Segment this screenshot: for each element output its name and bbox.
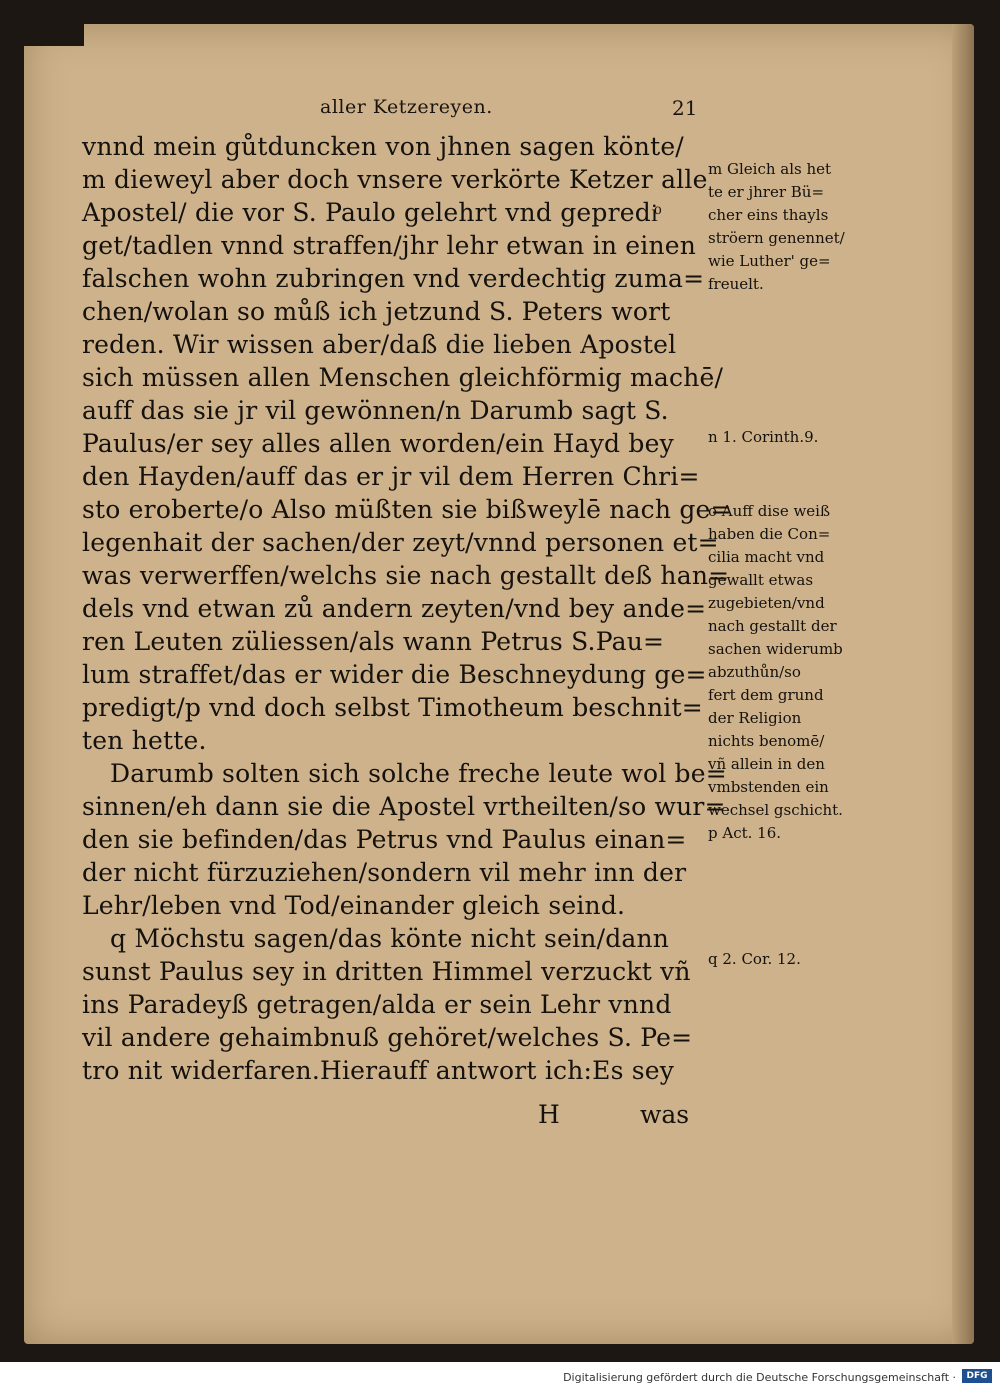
margin-line: sachen widerumb: [708, 640, 843, 658]
margin-line: cilia macht vnd: [708, 548, 825, 566]
margin-line: vñ allein in den: [708, 755, 825, 773]
page-gutter: [952, 24, 974, 1344]
text-line: sunst Paulus sey in dritten Himmel verzuckt vñ: [82, 957, 691, 986]
text-line: Apostel/ die vor S. Paulo gelehrt vnd geprediͦ: [82, 198, 659, 227]
text-line: reden. Wir wissen aber/daß die lieben Apostel: [82, 330, 677, 359]
margin-line: freuelt.: [708, 275, 764, 293]
text-line: Paulus/er sey alles allen worden/ein Hayd bey: [82, 429, 674, 458]
text-line: m dieweyl aber doch vnsere verkörte Ketzer alle: [82, 165, 708, 194]
margin-note-q: [708, 948, 898, 971]
text-line: lum straffet/das er wider die Beschneydung ge=: [82, 660, 707, 689]
text-line: ren Leuten züliessen/als wann Petrus S.Pau=: [82, 627, 665, 656]
margin-line: nach gestallt der: [708, 617, 837, 635]
margin-line: fert dem grund: [708, 686, 824, 704]
margin-line: wechsel gschicht.: [708, 801, 843, 819]
margin-line: nichts benomē/: [708, 732, 825, 750]
text-line: ten hette.: [82, 726, 207, 755]
margin-line: n 1. Corinth.9.: [708, 428, 819, 446]
margin-line: o Auff dise weiß: [708, 502, 830, 520]
dfg-logo: DFG: [962, 1369, 992, 1383]
margin-line: gewallt etwas: [708, 571, 814, 589]
margin-line: abzuthůn/so: [708, 663, 801, 681]
text-line: den Hayden/auff das er jr vil dem Herren Chri=: [82, 462, 700, 491]
text-line: get/tadlen vnnd straffen/jhr lehr etwan in einen: [82, 231, 697, 260]
text-line: vnnd mein gůtduncken von jhnen sagen könte/: [82, 132, 684, 161]
margin-line: cher eins thayls: [708, 206, 829, 224]
folio-number: 21: [672, 96, 698, 120]
margin-line: wie Luther' ge=: [708, 252, 831, 270]
text-line: vil andere gehaimbnuß gehöret/welches S. Pe=: [82, 1023, 693, 1052]
margin-line: der Religion: [708, 709, 802, 727]
text-line: sich müssen allen Menschen gleichförmig machē/: [82, 363, 724, 392]
catchword: was: [640, 1100, 690, 1129]
margin-line: vmbstenden ein: [708, 778, 829, 796]
margin-line: m Gleich als het: [708, 160, 832, 178]
text-line: predigt/p vnd doch selbst Timotheum beschnit=: [82, 693, 703, 722]
text-line: sto eroberte/o Also müßten sie bißweylē nach ge=: [82, 495, 732, 524]
text-line: Darumb solten sich solche freche leute wol be=: [110, 759, 727, 788]
main-text-block: [82, 130, 732, 1087]
margin-line: zugebieten/vnd: [708, 594, 825, 612]
margin-note-o: [708, 500, 898, 845]
margin-line: q 2. Cor. 12.: [708, 950, 801, 968]
text-line: ins Paradeyß getragen/alda er sein Lehr vnnd: [82, 990, 672, 1019]
text-line: der nicht fürzuziehen/sondern vil mehr inn der: [82, 858, 687, 887]
text-line: auff das sie jr vil gewönnen/n Darumb sagt S.: [82, 396, 669, 425]
text-line: dels vnd etwan zů andern zeyten/vnd bey ande=: [82, 594, 707, 623]
footer-credit: Digitalisierung gefördert durch die Deutsche Forschungsgemeinschaft ·: [563, 1371, 956, 1384]
text-line: Lehr/leben vnd Tod/einander gleich seind.: [82, 891, 626, 920]
text-line: falschen wohn zubringen vnd verdechtig zuma=: [82, 264, 705, 293]
margin-line: ströern genennet/: [708, 229, 845, 247]
text-line: sinnen/eh dann sie die Apostel vrtheilten/so wur=: [82, 792, 726, 821]
margin-note-n: [708, 426, 898, 449]
text-line: was verwerffen/welchs sie nach gestallt deß han=: [82, 561, 730, 590]
text-line: den sie befinden/das Petrus vnd Paulus einan=: [82, 825, 687, 854]
running-head: aller Ketzereyen.: [320, 96, 493, 118]
margin-line: te er jhrer Bü=: [708, 183, 825, 201]
margin-line: haben die Con=: [708, 525, 831, 543]
text-line: chen/wolan so můß ich jetzund S. Peters wort: [82, 297, 671, 326]
text-line: legenhait der sachen/der zeyt/vnnd personen et=: [82, 528, 719, 557]
margin-note-m: [708, 158, 898, 296]
signature-mark: H: [538, 1100, 560, 1129]
margin-line: p Act. 16.: [708, 824, 782, 842]
text-line: tro nit widerfaren.Hierauff antwort ich:Es sey: [82, 1056, 675, 1085]
text-line: q Möchstu sagen/das könte nicht sein/dann: [110, 924, 670, 953]
torn-corner: [24, 24, 84, 46]
